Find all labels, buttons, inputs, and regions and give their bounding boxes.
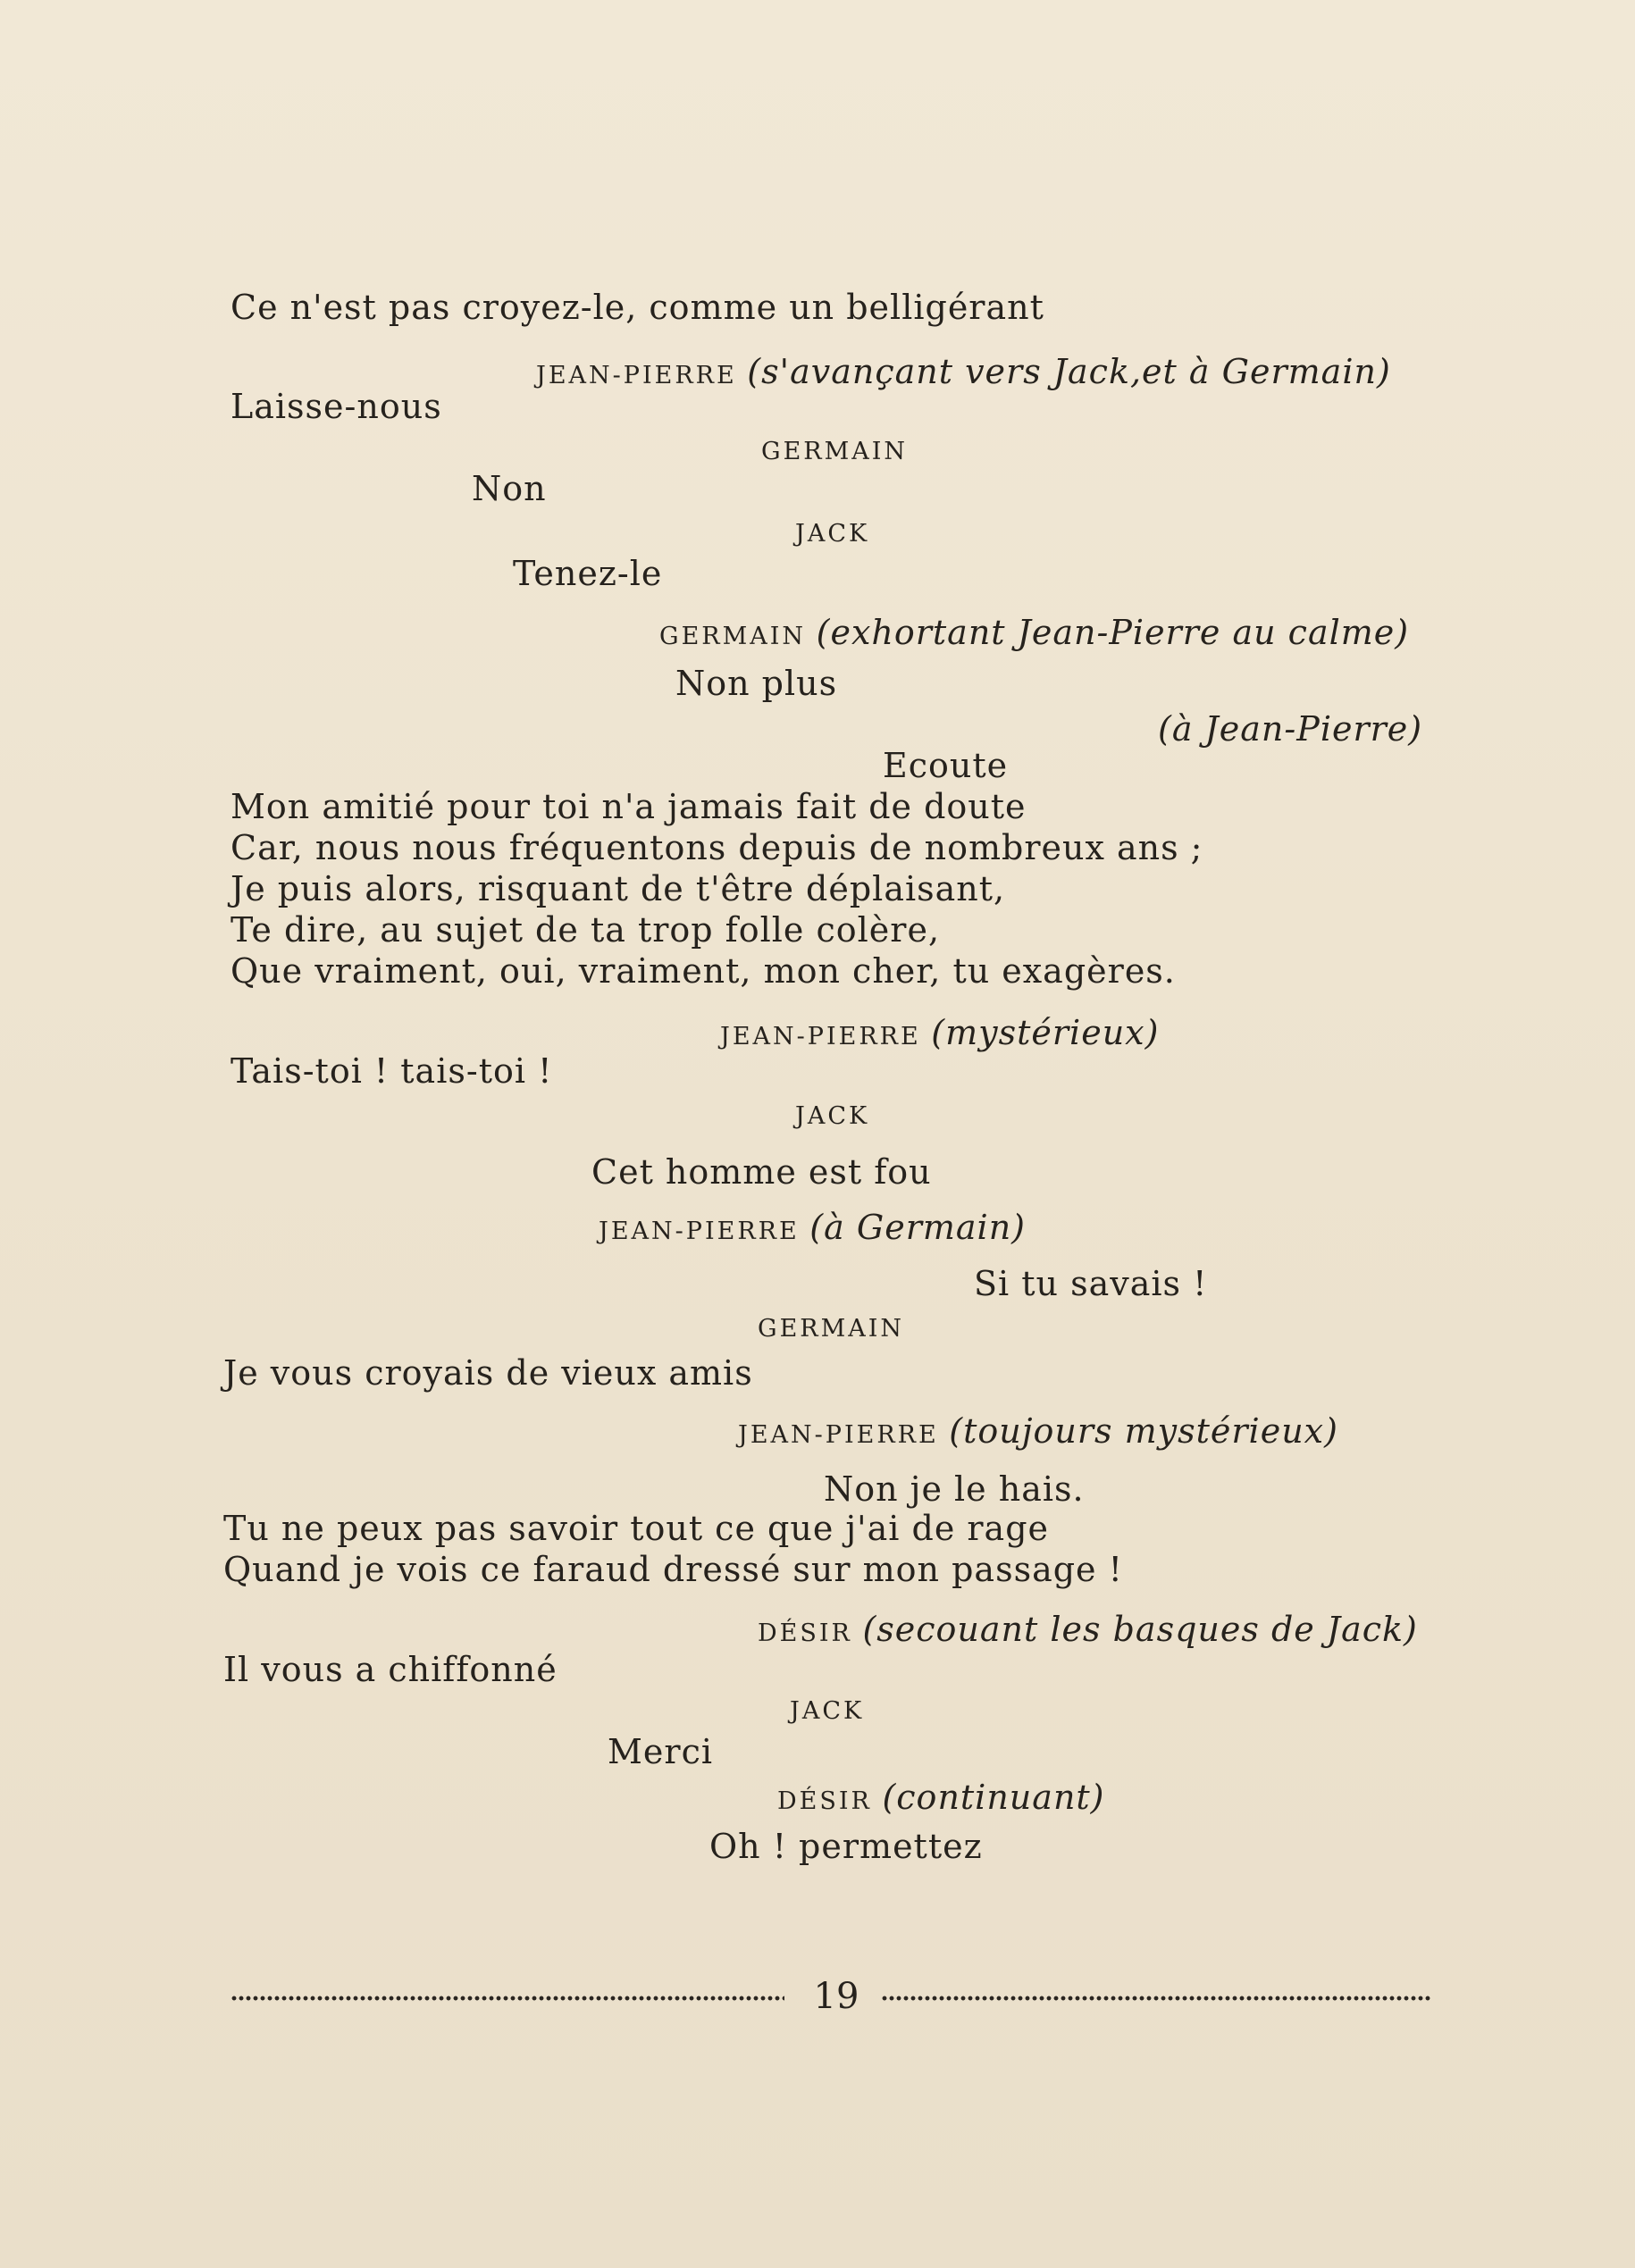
verse-line: Que vraiment, oui, vraiment, mon cher, tu exagères. [231, 951, 1176, 991]
verse-line: Ce n'est pas croyez-le, comme un belligérant [231, 288, 1044, 327]
verse-line: Tais-toi ! tais-toi ! [231, 1051, 553, 1091]
stage-direction: (à Jean-Pierre) [1158, 709, 1423, 749]
speaker-line [790, 1694, 864, 1729]
dotted-rule-right [881, 1996, 1432, 2001]
verse-line: Car, nous nous fréquentons depuis de nombreux ans ; [231, 828, 1203, 867]
verse-line: Ecoute [883, 746, 1009, 785]
stage-direction: (exhortant Jean-Pierre au calme) [816, 613, 1410, 652]
speaker-line [795, 516, 869, 552]
verse-line: Mon amitié pour toi n'a jamais fait de doute [231, 787, 1027, 826]
speaker-name: JEAN-PIERRE [599, 1218, 800, 1245]
speaker-line [761, 434, 908, 470]
speaker-name: GERMAIN [659, 623, 807, 650]
verse-line: Tenez-le [513, 554, 663, 593]
stage-direction: (continuant) [882, 1778, 1105, 1817]
speaker-name: GERMAIN [758, 1315, 905, 1343]
speaker-line [795, 1099, 869, 1134]
verse-line: Te dire, au sujet de ta trop folle colère, [231, 910, 941, 950]
verse-line: Il vous a chiffonné [223, 1650, 558, 1689]
speaker-name: JEAN-PIERRE [536, 362, 737, 389]
verse-line: Je vous croyais de vieux amis [223, 1353, 753, 1393]
speaker-name: JACK [795, 1102, 870, 1130]
verse-line: Oh ! permettez [709, 1827, 983, 1866]
page-number: 19 [813, 1976, 859, 2017]
speaker-line [738, 1413, 1338, 1453]
page-footer [231, 1972, 1432, 2021]
speaker-line [659, 615, 1409, 655]
stage-direction: (s'avançant vers Jack,et à Germain) [747, 352, 1391, 391]
speaker-name: JEAN-PIERRE [738, 1421, 939, 1449]
speaker-line [599, 1209, 1026, 1250]
verse-line: Si tu savais ! [974, 1264, 1208, 1303]
verse-line: Je puis alors, risquant de t'être déplaisant, [231, 869, 1006, 908]
speaker-line [720, 1015, 1159, 1055]
speaker-name: JACK [795, 520, 870, 548]
verse-line: Quand je vois ce faraud dressé sur mon passage ! [223, 1550, 1123, 1589]
speaker-line [758, 1311, 904, 1347]
verse-line: Cet homme est fou [591, 1152, 932, 1192]
stage-direction: (à Germain) [809, 1208, 1027, 1247]
stage-direction: (toujours mystérieux) [949, 1411, 1338, 1451]
speaker-line [758, 1611, 1418, 1652]
verse-line: Non je le hais. [824, 1469, 1085, 1509]
speaker-line [536, 354, 1391, 394]
speaker-name: JEAN-PIERRE [720, 1023, 921, 1050]
stage-direction: (mystérieux) [931, 1013, 1160, 1052]
verse-line: Merci [608, 1732, 713, 1771]
speaker-name: JACK [790, 1697, 865, 1725]
dotted-rule-left [231, 1996, 784, 2001]
verse-line: Non [472, 469, 547, 508]
speaker-name: DÉSIR [758, 1619, 852, 1647]
verse-line: Non plus [675, 664, 838, 703]
stage-direction: (secouant les basques de Jack) [862, 1610, 1418, 1649]
speaker-name: GERMAIN [761, 438, 909, 465]
verse-line: Laisse-nous [231, 387, 442, 426]
verse-line: Tu ne peux pas savoir tout ce que j'ai de rage [223, 1509, 1050, 1548]
speaker-name: DÉSIR [777, 1787, 872, 1815]
speaker-line [777, 1779, 1105, 1820]
